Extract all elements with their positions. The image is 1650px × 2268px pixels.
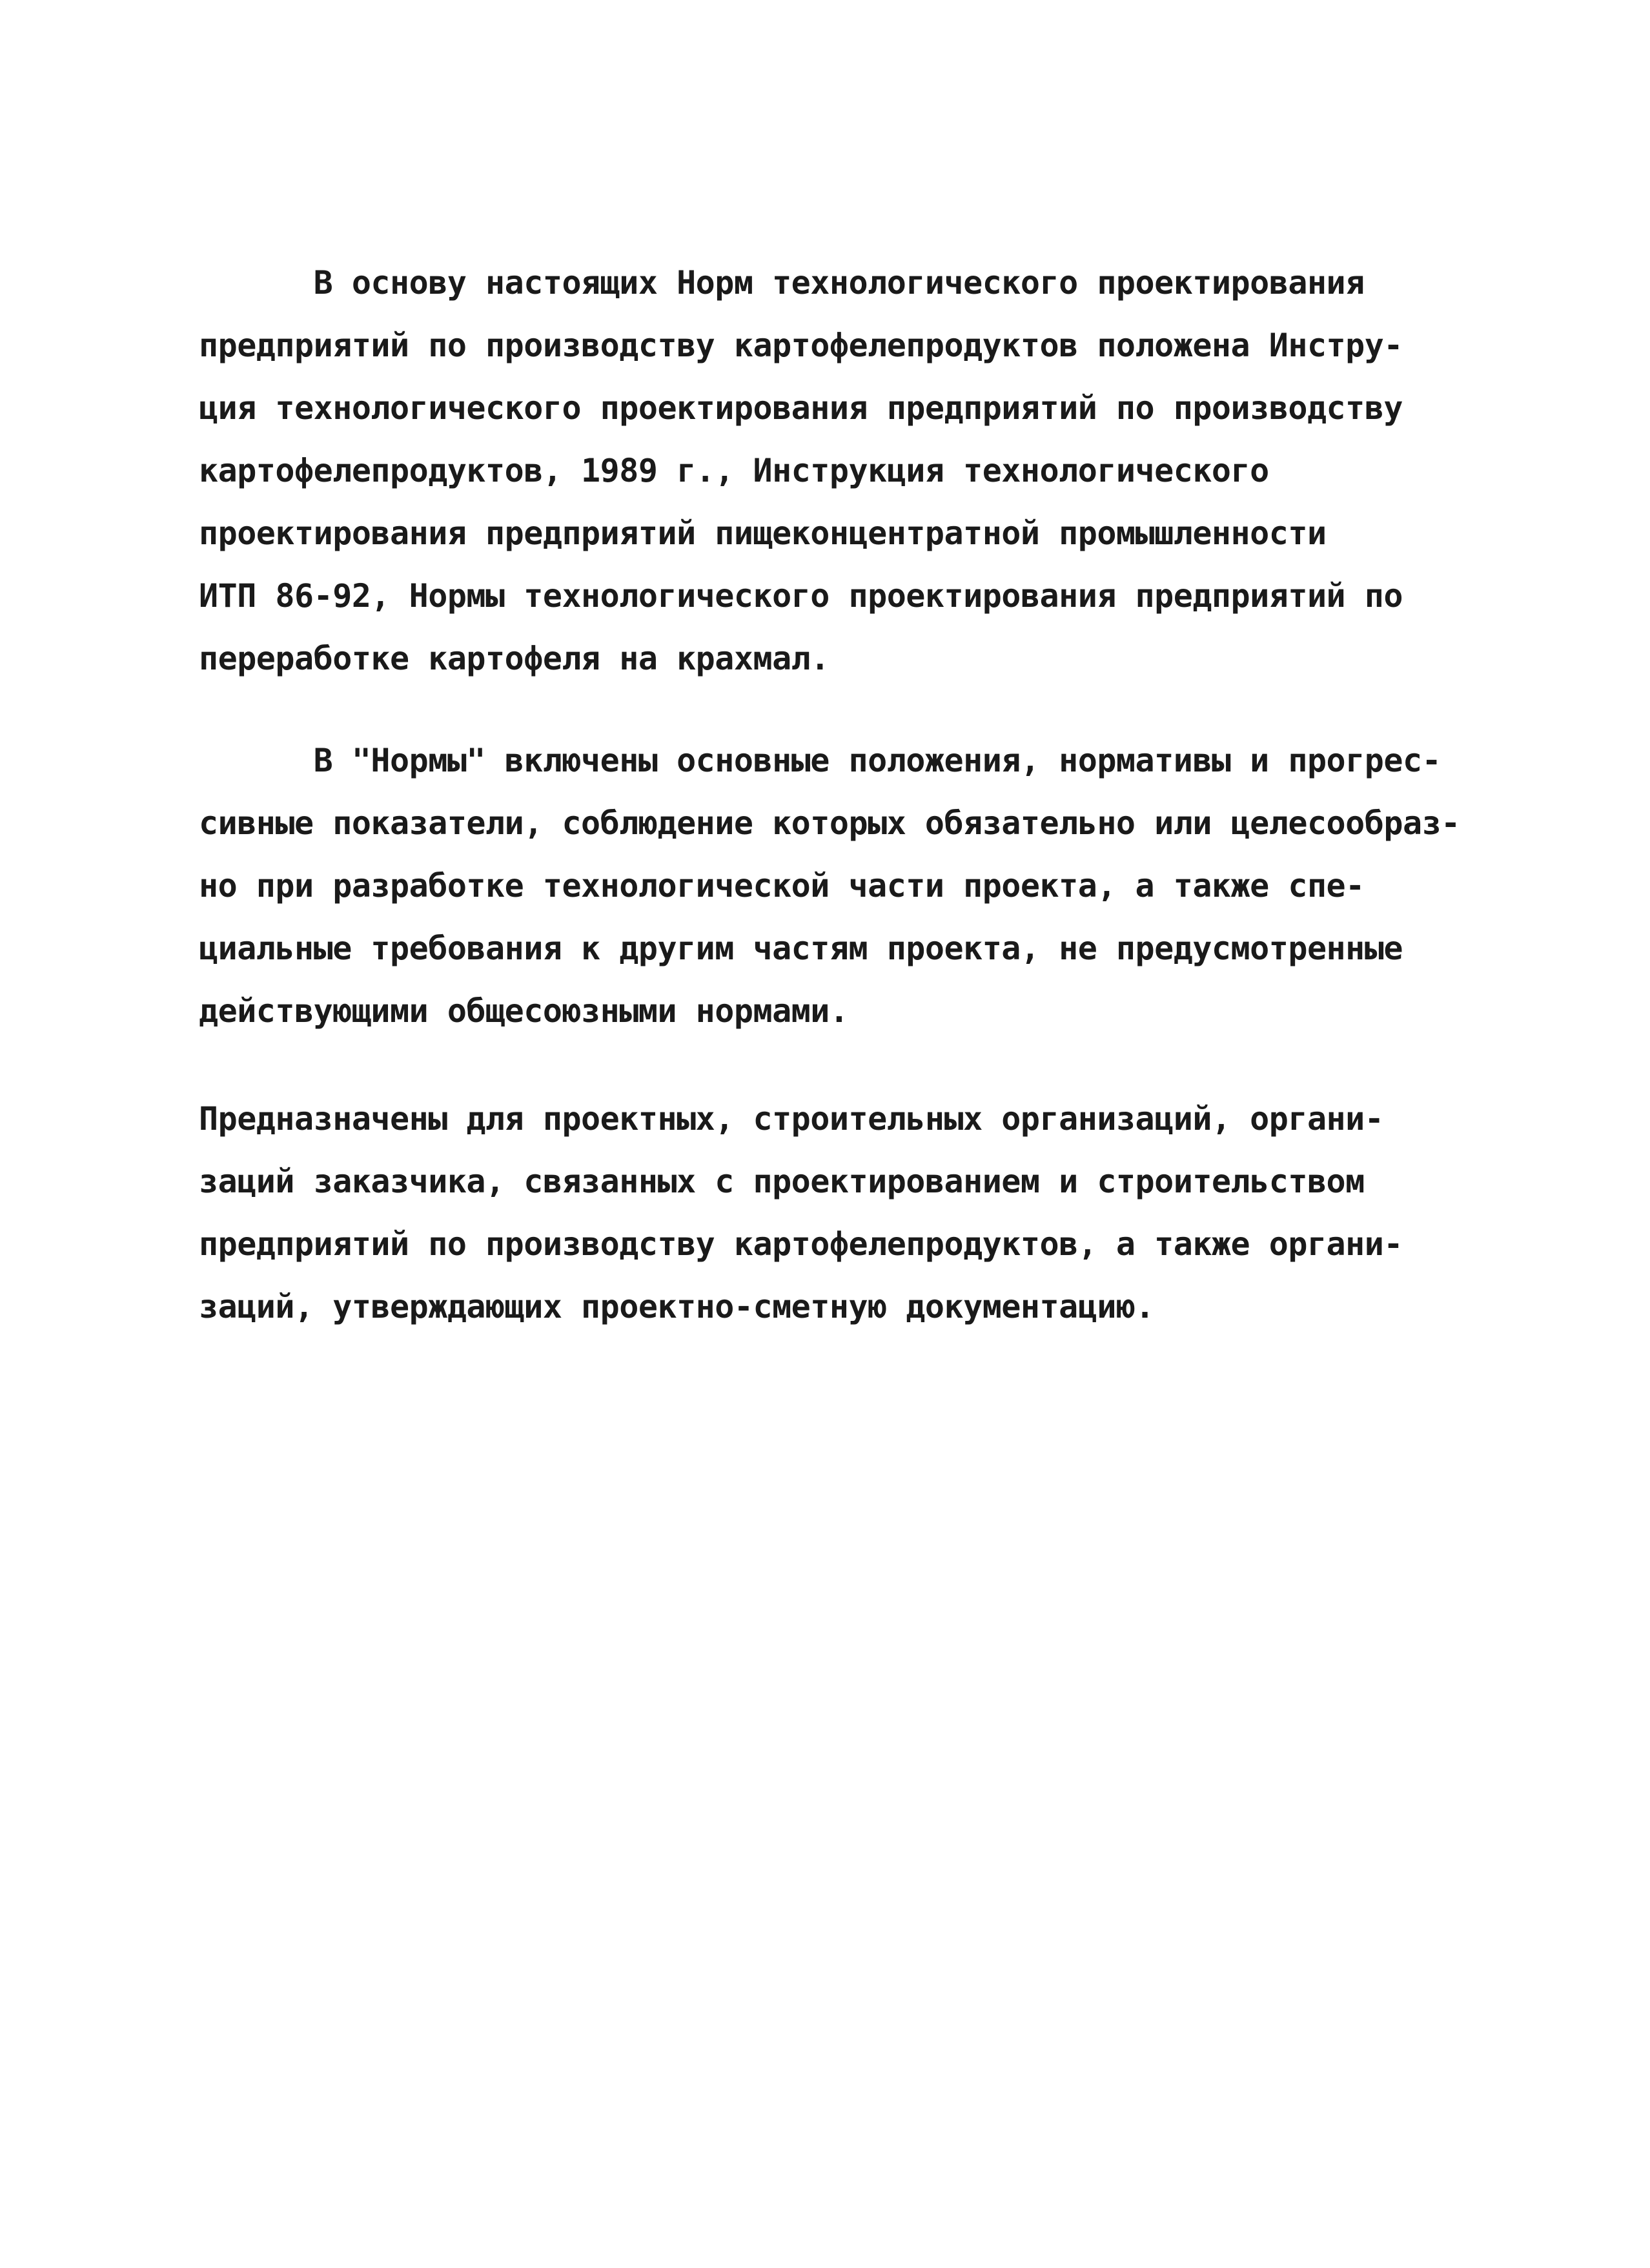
text-line: Предназначены для проектных, строительных организаций, органи- — [199, 1100, 1384, 1138]
text-line: заций, утверждающих проектно-сметную документацию. — [199, 1288, 1155, 1325]
text-line: но при разработке технологической части проекта, а также спе- — [199, 867, 1365, 904]
text-line: В "Нормы" включены основные положения, нормативы и прогрес- — [199, 742, 1441, 779]
text-line: переработке картофеля на крахмал. — [199, 640, 830, 677]
text-line: картофелепродуктов, 1989 г., Инструкция технологического — [199, 452, 1269, 489]
paragraph-purpose — [199, 1088, 1490, 1338]
text-line: заций заказчика, связанных с проектированием и строительством — [199, 1163, 1365, 1200]
paragraph-contents — [199, 730, 1490, 1043]
text-line: действующими общесоюзными нормами. — [199, 992, 849, 1030]
text-line: предприятий по производству картофелепродуктов, а также органи- — [199, 1225, 1403, 1263]
text-line: сивные показатели, соблюдение которых обязательно или целесообраз- — [199, 804, 1460, 842]
text-line: ция технологического проектирования предприятий по производству — [199, 389, 1403, 427]
text-line: предприятий по производству картофелепродуктов положена Инстру- — [199, 327, 1403, 364]
text-line: циальные требования к другим частям проекта, не предусмотренные — [199, 930, 1403, 967]
paragraph-basis — [199, 252, 1490, 690]
text-line: проектирования предприятий пищеконцентратной промышленности — [199, 515, 1327, 552]
text-line: ИТП 86-92, Нормы технологического проектирования предприятий по — [199, 577, 1403, 615]
text-line: В основу настоящих Норм технологического проектирования — [199, 264, 1365, 301]
